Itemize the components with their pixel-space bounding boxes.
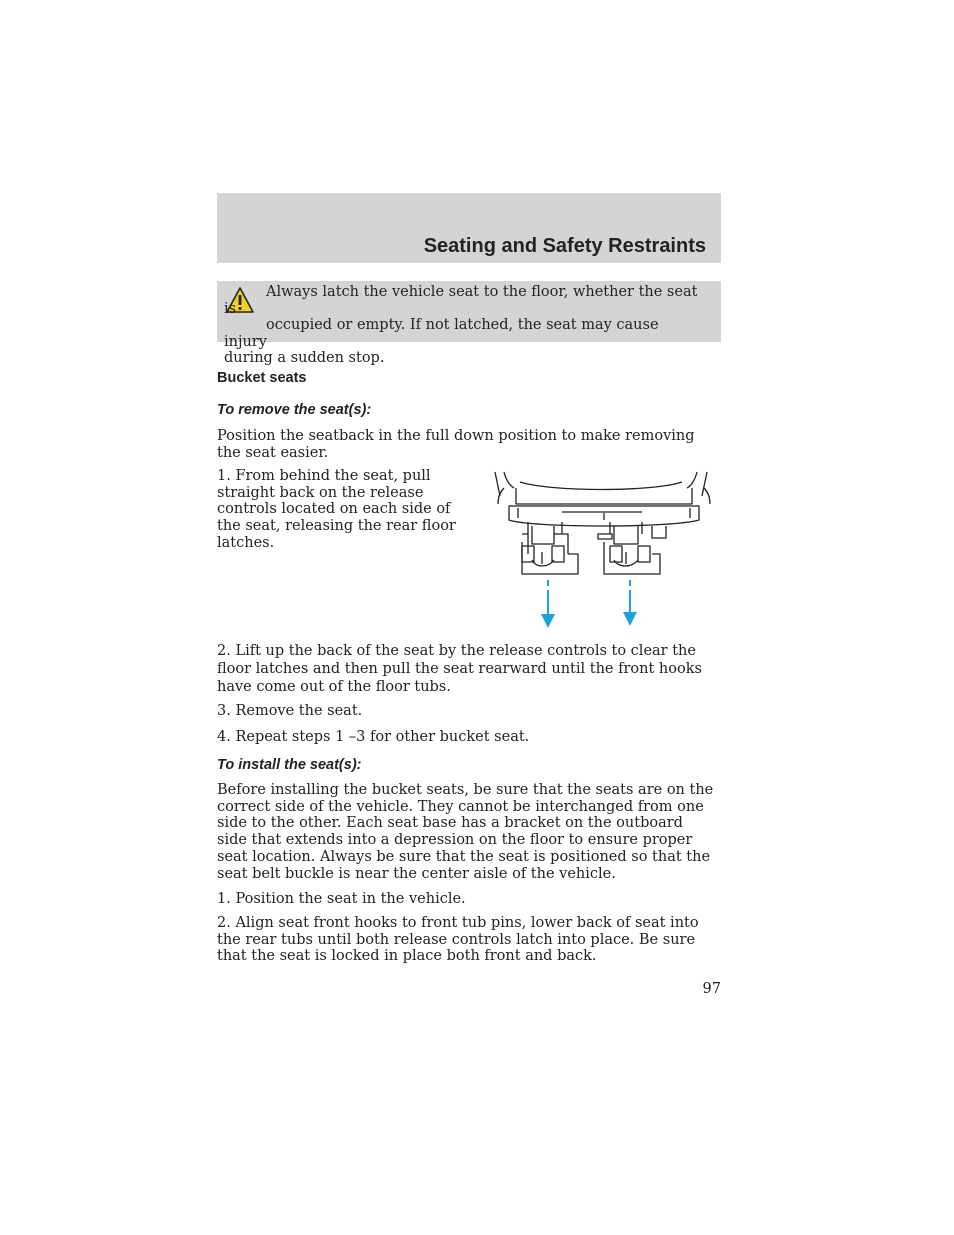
remove-step-2: 2. Lift up the back of the seat by the release controls to clear the floor latches and then pull the seat rearward until the front hooks have come out of the floor tubs.: [217, 643, 702, 695]
remove-step-3: 3. Remove the seat.: [217, 703, 363, 719]
seat-release-illustration: [492, 468, 716, 633]
page-number: 97: [702, 981, 721, 997]
downward-arrows: [541, 580, 637, 628]
warning-text: [224, 284, 704, 367]
install-step-1: 1. Position the seat in the vehicle.: [217, 891, 466, 907]
warning-line-2: occupied or empty. If not latched, the seat may cause injury: [224, 317, 659, 350]
install-heading: To install the seat(s):: [217, 757, 362, 773]
install-intro: Before installing the bucket seats, be sure that the seats are on the correct side of the vehicle. They cannot be interchanged from one side to the other. Each seat base has a bracket on the outboard side that extends into a depression on the floor to ensure proper seat location. Always be sure that the seat is positioned so that the seat belt buckle is near the center aisle of the vehicle.: [217, 782, 714, 882]
warning-box: [217, 281, 721, 366]
remove-step-1: 1. From behind the seat, pull straight back on the release controls located on each side of the seat, releasing the rear floor latches.: [217, 468, 456, 551]
install-step-2: 2. Align seat front hooks to front tub pins, lower back of seat into the rear tubs until both release controls latch into place. Be sure that the seat is locked in place both front and back.: [217, 915, 699, 965]
section-header: [217, 193, 721, 263]
remove-heading: To remove the seat(s):: [217, 402, 372, 418]
section-title: Bucket seats: [217, 370, 307, 386]
warning-line-3: during a sudden stop.: [224, 350, 385, 366]
warning-line-1: Always latch the vehicle seat to the floor, whether the seat is: [224, 284, 698, 317]
remove-intro: Position the seatback in the full down position to make removing the seat easier.: [217, 428, 695, 461]
page-title: Seating and Safety Restraints: [423, 235, 706, 257]
remove-step-4: 4. Repeat steps 1 –3 for other bucket seat.: [217, 729, 530, 745]
